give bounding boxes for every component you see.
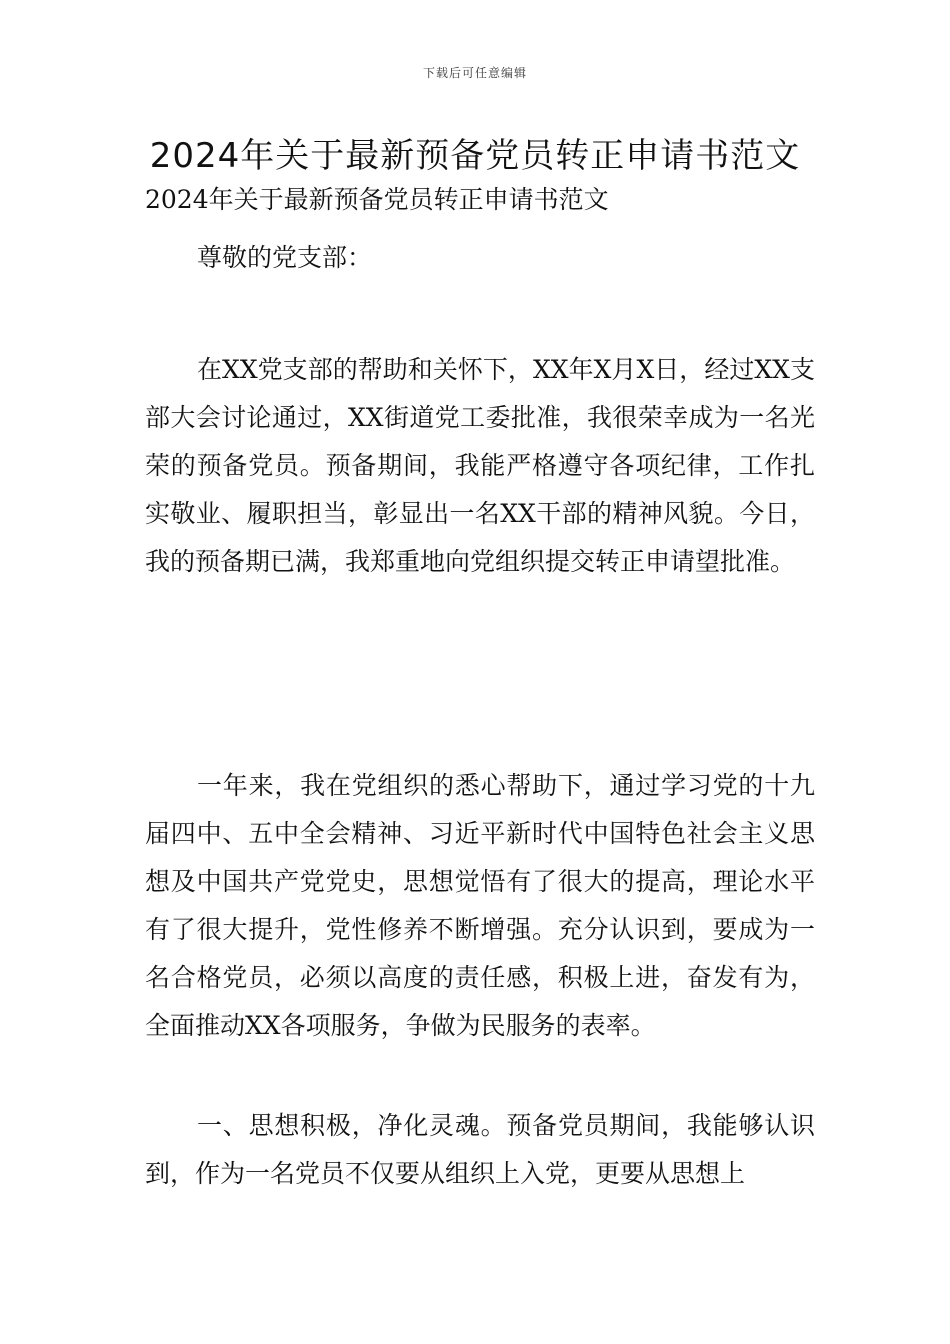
paragraph-summary: 一年来，我在党组织的悉心帮助下，通过学习党的十九届四中、五中全会精神、习近平新时代中国特色社会主义思想及中国共产党党史，思想觉悟有了很大的提高，理论水平有了很大提升，党性修养不断增强。充分认识到，要成为一名合格党员，必须以高度的责任感，积极上进，奋发有为，全面推动XX各项服务，争做为民服务的表率。: [145, 771, 815, 1040]
document-title: 2024年关于最新预备党员转正申请书范文: [149, 136, 801, 176]
paragraph-section-one: 一、思想积极，净化灵魂。预备党员期间，我能够认识到，作为一名党员不仅要从组织上入党，更要从思想上: [145, 1111, 815, 1188]
page-header-note: 下载后可任意编辑: [422, 66, 527, 80]
salutation: 尊敬的党支部：: [197, 243, 373, 272]
paragraph-intro: 在XX党支部的帮助和关怀下，XX年X月X日，经过XX支部大会讨论通过，XX街道党工委批准，我很荣幸成为一名光荣的预备党员。预备期间，我能严格遵守各项纪律，工作扎实敬业、履职担当，彰显出一名XX干部的精神风貌。今日，我的预备期已满，我郑重地向党组织提交转正申请望批准。: [145, 355, 815, 576]
document-body: [145, 180, 815, 1198]
document-subtitle: 2024年关于最新预备党员转正申请书范文: [145, 185, 609, 214]
